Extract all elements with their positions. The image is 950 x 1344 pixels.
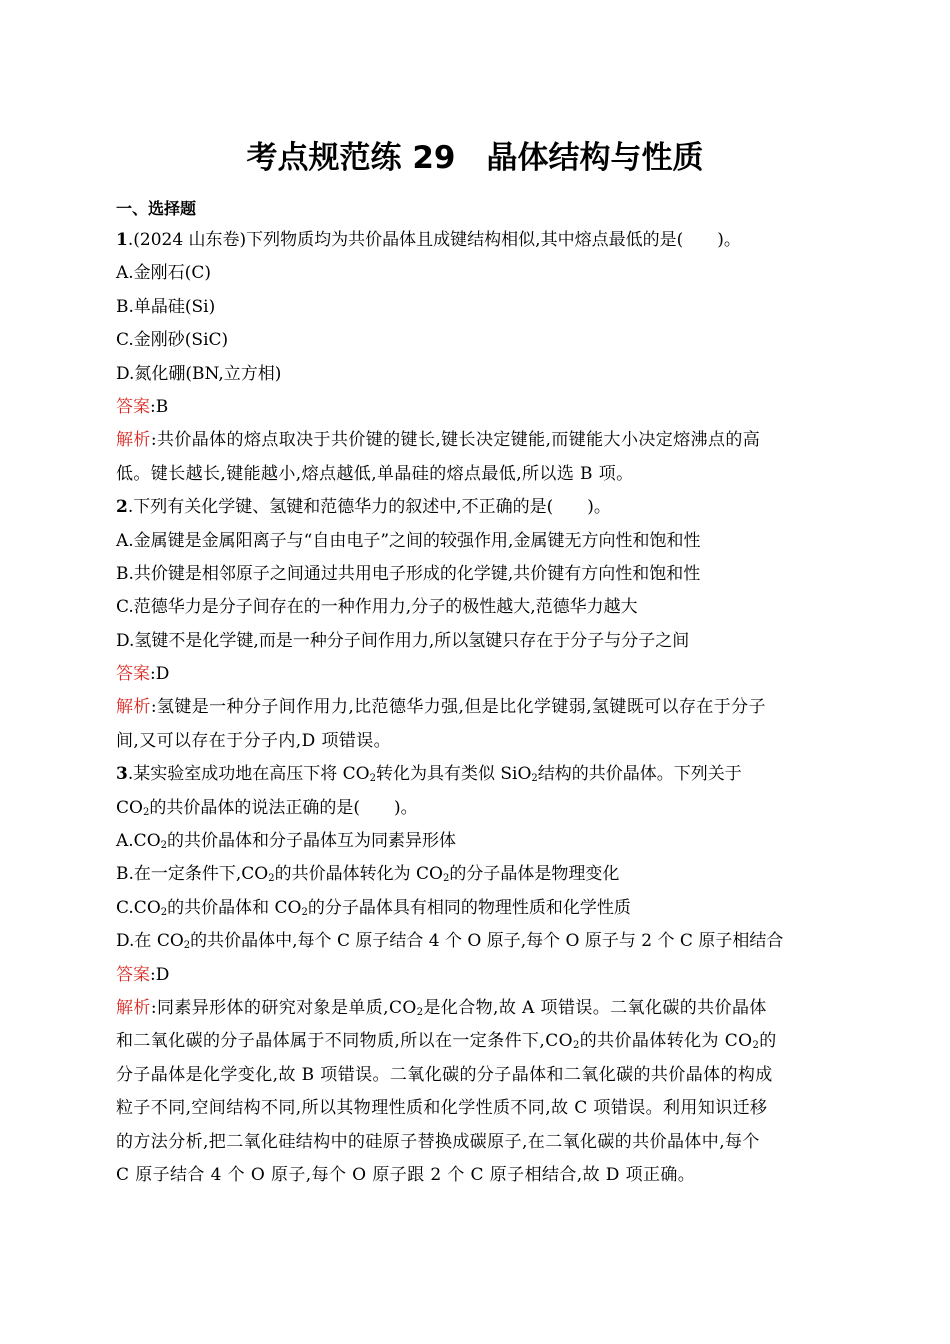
question-3-explanation-line: 分子晶体是化学变化,故 B 项错误。二氧化碳的分子晶体和二氧化碳的共价晶体的构成	[116, 1064, 773, 1085]
question-2-option-b: B.共价键是相邻原子之间通过共用电子形成的化学键,共价键有方向性和饱和性	[116, 563, 701, 584]
question-2-explanation-line: 解析:氢键是一种分子间作用力,比范德华力强,但是比化学键弱,氢键既可以存在于分子	[116, 697, 766, 718]
answer-label: 答案	[116, 396, 150, 417]
answer-label: 答案	[116, 664, 150, 685]
question-3-explanation-line: 和二氧化碳的分子晶体属于不同物质,所以在一定条件下$,CO_2$的共价晶体转化为 $CO_2$的	[116, 1031, 777, 1052]
question-2-stem: 2.下列有关化学键、氢键和范德华力的叙述中,不正确的是( )。	[116, 497, 611, 518]
question-3-option-a: $A.CO_2$的共价晶体和分子晶体互为同素异形体	[116, 831, 456, 852]
question-2-option-c: C.范德华力是分子间存在的一种作用力,分子的极性越大,范德华力越大	[116, 597, 638, 618]
explain-label: 解析	[116, 697, 151, 718]
question-3-option-d: D.在 $CO_2$的共价晶体中,每个 C 原子结合 4 个 O 原子,每个 O 原子与 2 个 C 原子相结合	[116, 931, 784, 952]
question-number: 2	[116, 497, 128, 518]
question-3-stem: 3.某实验室成功地在高压下将 $CO_2$转化为具有类似 SiO$_2$结构的共价晶体。下列关于	[116, 764, 742, 785]
explain-label: 解析	[116, 430, 151, 451]
question-3-explanation-line: 粒子不同,空间结构不同,所以其物理性质和化学性质不同,故 C 项错误。利用知识迁移	[116, 1098, 768, 1119]
question-2-option-d: D.氢键不是化学键,而是一种分子间作用力,所以氢键只存在于分子与分子之间	[116, 630, 690, 651]
question-3-stem-continued: $CO_2$的共价晶体的说法正确的是( )。	[116, 797, 418, 818]
question-1-explanation-line: 低。键长越长,键能越小,熔点越低,单晶硅的熔点最低,所以选 B 项。	[116, 463, 634, 484]
question-3-explanation-line: 的方法分析,把二氧化硅结构中的硅原子替换成碳原子,在二氧化碳的共价晶体中,每个	[116, 1131, 760, 1152]
question-2-explanation-line: 间,又可以存在于分子内,D 项错误。	[116, 730, 392, 751]
question-number: 1	[116, 230, 128, 250]
question-2-answer: 答案:D	[116, 664, 170, 685]
question-1-option-b: B.单晶硅(Si)	[116, 296, 216, 317]
question-3-explanation-line: C 原子结合 4 个 O 原子,每个 O 原子跟 2 个 C 原子相结合,故 D 项正确。	[116, 1164, 696, 1185]
question-1-answer: 答案:B	[116, 396, 169, 417]
question-1-explanation-line: 解析:共价晶体的熔点取决于共价键的键长,键长决定键能,而键能大小决定熔沸点的高	[116, 430, 761, 451]
explain-label: 解析	[116, 997, 151, 1018]
question-1-stem: 1.(2024 山东卷)下列物质均为共价晶体且成键结构相似,其中熔点最低的是( )。	[116, 230, 741, 250]
question-1-option-d: D.氮化硼(BN,立方相)	[116, 363, 282, 384]
question-3-explanation-line: 解析:同素异形体的研究对象是单质$,CO_2$是化合物,故 A 项错误。二氧化碳的共价晶体	[116, 997, 767, 1018]
question-3-answer: 答案:D	[116, 964, 170, 985]
question-number: 3	[116, 764, 128, 785]
question-1-option-a: A.金刚石(C)	[116, 263, 211, 284]
question-1-option-c: C.金刚砂(SiC)	[116, 330, 229, 351]
answer-label: 答案	[116, 964, 150, 985]
section-heading: 一、选择题	[116, 199, 197, 218]
questions-body	[116, 224, 836, 1192]
question-3-option-c: $C.CO_2$的共价晶体和 $CO_2$的分子晶体具有相同的物理性质和化学性质	[116, 897, 631, 918]
question-2-option-a: A.金属键是金属阳离子与“自由电子”之间的较强作用,金属键无方向性和饱和性	[116, 530, 701, 551]
page-title: 考点规范练 29 晶体结构与性质	[246, 140, 704, 176]
question-3-option-b: B.在一定条件下$,CO_2$的共价晶体转化为 $CO_2$的分子晶体是物理变化	[116, 864, 620, 885]
